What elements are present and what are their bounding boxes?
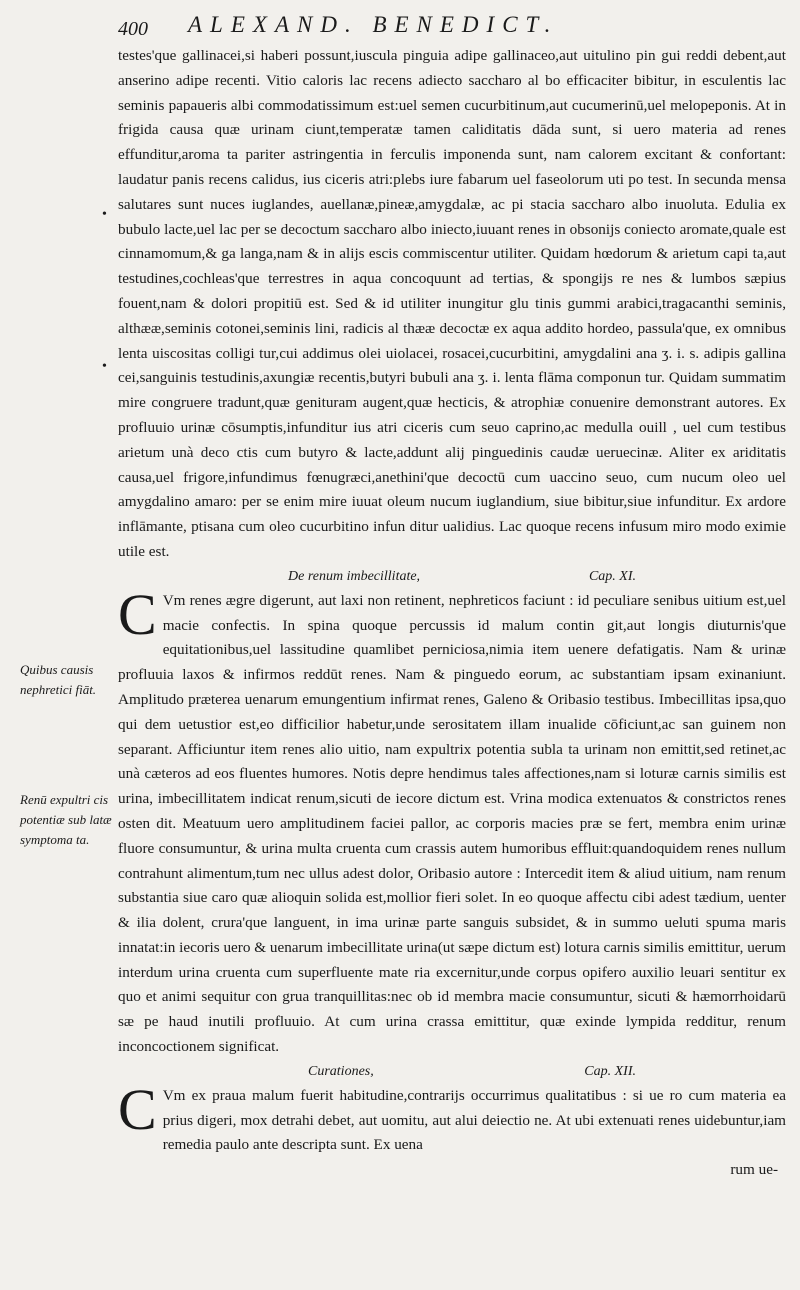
margin-note-causes: Quibus causis nephretici fiāt. (20, 662, 97, 697)
catchword: rum ue- (730, 1161, 778, 1179)
margin-note-symptoms: Renū expultri cis potentiæ sub latæ symptoma ta. (20, 792, 112, 847)
chapter-heading-12 (118, 1060, 786, 1084)
chapter-number: Cap. XI. (588, 568, 636, 584)
running-head: ALEXAND. BENEDICT. (188, 12, 559, 37)
chapter-number: Cap. XII. (584, 1063, 636, 1079)
chapter-11-body: Vm renes ægre digerunt, aut laxi non retinent, nephreticos faciunt : id peculiare senibus uitium est,uel macie confectis. In spina quoque percussis id malum contin git,aut longis diuturnis'que equitationibus,uel lassitudine quamlibet perniciosa,nimia item uenere defatigatis. Nam & urinæ profluuia laxos & infirmos reddūt renes. Nam & pinguedo eorum, ac substantiam ipsam exinaniunt. Amplitudo præterea uenarum emungentium infirmat renes, Galeno & Oribasio testibus. Imbecillitas ipsa,quo qui dem uetustior est,eo difficilior habetur,unde serositatem illam inualide cōficiunt,ac san guinem non separant. Afficiuntur item renes alio uitio, nam expultrix potentia subla ta urinam non emittit,sed retinet,ac unà cæteros ad eos fluentes humores. Notis depre hendimus tales affectiones,nam si loturæ carnis similis est urina, imbecillitatem indicat renum,sicuti de iecore dictum est. Vrina modica extenuatos & constrictos renes osten dit. Meatuum uero amplitudinem faciei pallor, ac corporis macies præ se fert, membra enim urinæ fluore consumuntur, & urina multa cruenta cum crassis autem humoribus effluit:quandoquidem renes nullum contrahunt alimentum,tum nec ullus adest dolor, Oribasio autore : Intercedit item & aliud uitium, nam renum substantia siue caro quæ alioquin solida est,mollior fieri solet. In eo quoque affectu cibi adest tædium, uenter & ilia dolent, crura'que languent, in ima urinæ parte sanguis subsidet, & in summo ueluti spuma maris innatat:in iecoris uero & uenarum imbecillitate urina(ut sæpe dictum est) lotura carnis similis emittitur, uerum interdum urina cruenta cum superfluente mate ria excernitur,unde corpus opifero auxilio leuari sentitur ex quo et animi sequitur con grua tranquillitas:nec ob id membra macie consumuntur, sicuti & hæmorrhoidarū sæ pe haud inutili profluuio. At cum urina crassa emittitur, quæ exinde lympida redditur, renum inconcoctionem significat. (118, 591, 786, 1056)
chapter-12-text (118, 1076, 786, 1158)
chapter-title: Curationes, (308, 1063, 374, 1079)
chapter-11-text (118, 581, 786, 1060)
chapter-12-body: Vm ex praua malum fuerit habitudine,contrarijs occurrimus qualitatibus : si ue ro cum materia ea prius digeri, mox detrahi debet, aut uomitu, aut alui deiectio ne. At ubi extenuati renes uidebuntur,iam remedia paulo ante descripta sunt. Ex uena (162, 1086, 786, 1154)
chapter-title: De renum imbecillitate, (288, 568, 421, 584)
margin-mark: • (102, 207, 107, 222)
drop-cap: C (118, 1076, 157, 1142)
main-text-column (118, 44, 786, 1183)
paragraph-remedies: testes'que gallinacei,si haberi possunt,iuscula pinguia adipe gallinaceo,aut uitulino pin gui reddi debent,aut anserino adipe recenti. Vitio caloris lac recens adiecto saccharo al bo efficaciter bibitur, in esculentis lac seminis papaueris albi commodatissimum est:uel semen cucurbitinum,aut cucumerinū,uel melopeponis. At in frigida causa quæ urinam ciunt,temperatæ tamen caliditatis dāda sunt, si uero materia ad renes effunditur,aroma ta pariter astringentia in ferculis imponenda sunt, nam calorem excitant & confortant: laudatur panis recens calidus, ius ciceris atri:plebs iure fabarum uel faseolorum uti po test. In secunda mensa salutares sunt nuces iuglandes, auellanæ,pineæ,amygdalæ, ac pi stacia saccharo albo inuoluta. Edulia ex bubulo lacte,uel lac per se decoctum saccharo albo iniecto,iuuant renes in obsonijs coniecto aromate,quale est cinnamomum,& ga langa,nam & in alijs escis commiscentur utiliter. Quidam hœdorum & arietum capi ta,aut testudines,cochleas'que terrestres in aqua concoquunt ad tertias, & spongijs re nes & lumbos sæpius fouent,nam & dolori propitiū est. Sed & id utiliter inungitur glu tinis gummi arabici,tragacanthi seminis, althææ,seminis cotonei,seminis lini, radicis al thææ decoctæ ex aqua addito hordeo, passula'que, ex omnibus lenta uiscositas colligi tur,cui addimus olei uiolacei, rosacei,cucurbitini, amygdalini ana ʒ. i. s. adipis gallina cei,sanguinis testudinis,axungiæ recentis,butyri bubuli ana ʒ. i. lenta flāma componun tur. Quidam summatim mire congruere tradunt,quæ genituram augent,quæ hecticis, & atrophiæ conuenire demonstrant autores. Ex profluuio urinæ cōsumptis,infunditur ius atri ciceris cum seuo caprino,ac medulla ouill , uel cum testibus arietum unà deco ctis cum butyro & lacte,addunt alij pinguedinis caudæ ueruecinæ. Aliter ex ariditatis causa,uel frigore,infundimus fœnugræci,anethini'que decoctū cum uaccino seuo, cum nucum oleo uel amygdalino amaro: per se enim mire iuuat oleum nucum iuglandium, siue bibitur,siue infunditur. Ex ardore inflāmante, ptisana cum oleo cucurbitino infun ditur ualidius. Lac quoque recens infusum miro modo eximie utile est. (118, 47, 786, 560)
page-number: 400 (118, 18, 148, 40)
margin-mark: • (102, 359, 107, 374)
chapter-heading-11 (118, 565, 786, 589)
drop-cap: C (118, 581, 157, 647)
page-header (118, 8, 798, 42)
